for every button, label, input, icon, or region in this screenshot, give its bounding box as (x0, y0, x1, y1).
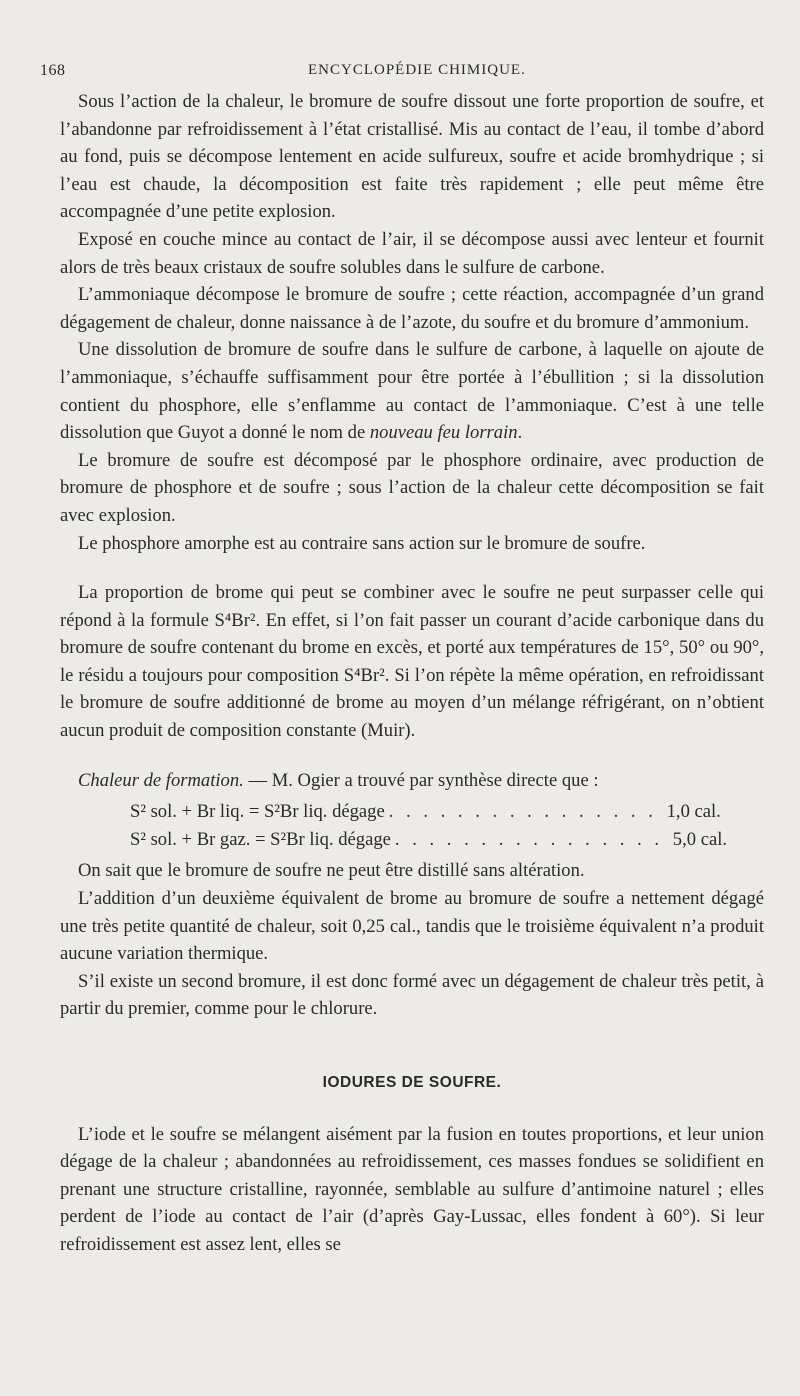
equation-row (130, 826, 728, 854)
page-number: 168 (40, 62, 66, 79)
paragraph: Sous l’action de la chaleur, le bromure de soufre dissout une forte proportion de soufre, et l’abandonne par refroidissement à l’état cristallisé. Mis au contact de l’eau, il tombe d’abord au fond, puis se décompose lentement en acide sulfureux, soufre et acide bromhydrique ; si l’eau est chaude, la décomposition est faite très rapidement ; elle peut même être accompagnée d’une petite explosion. (60, 91, 764, 223)
paragraph-iodures: L’iode et le soufre se mélangent aisément par la fusion en toutes proportions, et leur union dégage de la chaleur ; abandonnées au refroidissement, ces masses fondues se solidifient en prenant une structure cristalline, rayonnée, semblable au sulfure d’antimoine naturel ; elles perdent de l’iode au contact de l’air (d’après Gay-Lussac, elles fondent à 60°). Si leur refroidissement est assez lent, elles se (60, 1123, 764, 1255)
section-title: IODURES DE SOUFRE. (322, 1074, 502, 1091)
paragraph-proportion: La proportion de brome qui peut se combiner avec le soufre ne peut surpasser celle qui répond à la formule S⁴Br². En effet, si l’on fait passer un courant d’acide carbonique dans du bromure de soufre contenant du brome en excès, et porté aux températures de 15°, 50° ou 90°, le résidu a toujours pour composition S⁴Br². Si l’on répète la même opération, en refroidissant le bromure de soufre additionné de brome au moyen d’un mélange réfrigérant, on n’obtient aucun produit de composition constante (Muir). (60, 582, 764, 742)
paragraph: Le phosphore amorphe est au contraire sans action sur le bromure de soufre. (78, 532, 646, 554)
paragraph-text: . (517, 422, 523, 444)
equation-row (130, 798, 721, 826)
paragraph-text: — M. Ogier a trouvé par synthèse directe que : (243, 769, 599, 791)
italic-term: nouveau feu lorrain (369, 422, 518, 444)
main-text (60, 88, 764, 1259)
equation-value: 1,0 cal. (666, 801, 721, 823)
page-header (40, 52, 764, 82)
paragraph-text: Une dissolution de bromure de soufre dans le sulfure de carbone, à laquelle on ajoute de l’ammoniaque, s’échauffe suffisamment pour être portée à l’ébullition ; si la dissolution contient du phosphore, elle s’enflamme au contact de l’ammoniaque. C’est à une telle dissolution que Guyot a donné le nom de (60, 339, 764, 444)
equation-formula: S² sol. + Br liq. = S²Br liq. dégage (130, 801, 385, 823)
equations-block (130, 798, 764, 853)
paragraph-chaleur (60, 767, 764, 795)
equation-formula: S² sol. + Br gaz. = S²Br liq. dégage (130, 828, 391, 850)
dot-leader: . . . . . . . . . . . . . . . . (394, 828, 664, 850)
equation-value: 5,0 cal. (672, 828, 728, 850)
paragraph: S’il existe un second bromure, il est donc formé avec un dégagement de chaleur très petit, à partir du premier, comme pour le chlorure. (60, 970, 764, 1020)
dot-leader: . . . . . . . . . . . . . . . . (388, 801, 657, 823)
paragraph: On sait que le bromure de soufre ne peut être distillé sans altération. (78, 860, 585, 882)
running-head: ENCYCLOPÉDIE CHIMIQUE. (308, 62, 526, 78)
paragraph: Le bromure de soufre est décomposé par le phosphore ordinaire, avec production de bromure de phosphore et de soufre ; sous l’action de la chaleur cette décomposition se fait avec explosion. (60, 449, 764, 526)
paragraph: L’addition d’un deuxième équivalent de brome au bromure de soufre a nettement dégagé une très petite quantité de chaleur, soit 0,25 cal., tandis que le troisième équivalent n’a produit aucune variation thermique. (60, 888, 764, 965)
paragraph: Exposé en couche mince au contact de l’air, il se décompose aussi avec lenteur et fournit alors de très beaux cristaux de soufre solubles dans le sulfure de carbone. (60, 228, 764, 278)
paragraph-guyot (60, 336, 764, 446)
paragraph: L’ammoniaque décompose le bromure de soufre ; cette réaction, accompagnée d’un grand dégagement de chaleur, donne naissance à de l’azote, du soufre et du bromure d’ammonium. (60, 284, 764, 333)
italic-heading: Chaleur de formation. (78, 769, 244, 791)
